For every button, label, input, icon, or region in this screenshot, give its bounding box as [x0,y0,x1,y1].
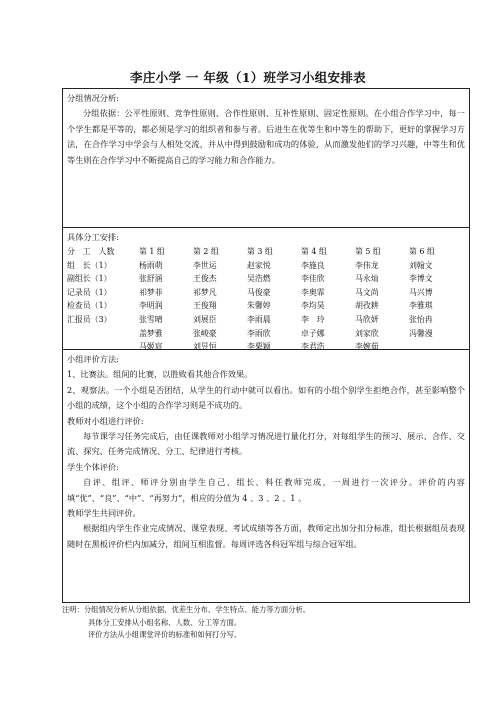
header-cell: 第 4 组 [301,247,327,256]
member-cell: 胡孜耕 [355,301,379,311]
role-row [67,259,465,273]
member-cell: 刘翰文 [409,260,433,270]
member-cell: 马欣妍 [355,314,379,324]
member-cell: 马俊豪 [247,287,271,297]
member-cell: 张舒涵 [139,274,163,284]
role-label: 汇报员（3） [67,314,112,324]
division-section [63,228,469,350]
role-row [67,340,465,354]
role-label [67,327,139,341]
member-cell: 李 玲 [301,314,325,324]
member-cell: 刘家欣 [355,328,379,338]
member-cell: 刘展臣 [193,314,217,324]
member-cell: 李世运 [193,260,217,270]
header-cell: 第 5 组 [355,247,381,256]
joint-eval-heading: 教师学生共同评价。 [67,508,141,519]
analysis-heading: 分组情况分析: [67,93,119,103]
member-cell: 朱馨婷 [247,301,271,311]
member-cell: 李施良 [301,260,325,270]
header-cell: 第 2 组 [193,247,219,256]
analysis-paragraph: 分组依据：公平性原则、竞争性原则、合作性原则、互补性原则、固定性原则。在小组合作学习中，每一个学生都是平等的，都必须是学习的组织者和参与者。后进生在优等生和中等生的帮助下，更好的掌握学习方法，在合作学习中学会与人相处交流，并从中得到鼓励和成功的体验，从而激发他们的学习兴趣，中等生和优等生则在合作学习中不断提高自己的学习能力和合作能力。 [67,108,465,165]
member-cell: 李奥霏 [301,287,325,297]
footnote: 注明：分组情况分析从分组依据、优差生分布、学生特点、能力等方面分析。 [62,605,311,614]
member-cell: 冯馨漫 [409,328,433,338]
member-cell: 李佳欣 [301,274,325,284]
member-cell: 王俊杰 [193,274,217,284]
role-row [67,327,465,341]
member-cell: 马永灿 [355,274,379,284]
role-label: 副组长（1） [67,274,112,284]
member-cell: 李雨欣 [247,328,271,338]
page-title: 李庄小学 一 年级（1）班学习小组安排表 [130,70,366,85]
role-label: 检查员（1） [67,301,112,311]
member-cell: 卓子娜 [301,328,325,338]
role-row [67,313,465,327]
member-cell: 李明润 [139,301,163,311]
division-header-row [67,245,465,259]
member-cell: 李博文 [409,274,433,284]
division-grid [67,245,465,354]
footnote: 具体分工安排从小组名称、人数、分工等方面。 [88,617,242,627]
member-cell: 李伟龙 [355,260,379,270]
member-cell: 李栗颖 [247,342,271,352]
footnote: 评价方法从小组课堂评价的标准和如何打分写。 [88,630,242,640]
student-eval-heading: 学生个体评价: [67,461,119,472]
analysis-section [63,89,469,228]
teacher-eval-heading: 教师对小组进行评价: [67,415,144,426]
member-cell: 祁梦凡 [193,287,217,297]
header-cell: 第 1 组 [139,247,165,256]
member-cell: 张峻豪 [193,328,217,338]
role-label: 记录员（1） [67,287,112,297]
role-row [67,299,465,313]
role-row [67,286,465,300]
member-cell: 祁梦菲 [139,287,163,297]
member-cell: 张雪晴 [139,314,163,324]
member-cell: 李雨晨 [247,314,271,324]
member-cell: 王俊翔 [193,301,217,311]
method-item: 2、观察法。一个小组是否团结，从学生的行动中就可以看出。如有的小组个别学生拒绝合作，甚至影响整个小组的成绩，这个小组的合作学习则是不成功的。 [67,384,465,411]
member-cell: 马兴博 [409,287,433,297]
member-cell: 盖梦雅 [139,328,163,338]
division-heading: 具体分工安排: [67,232,119,242]
member-cell: 赵家悦 [247,260,271,270]
header-cell: 分 工 人数 [67,247,115,256]
member-cell: 李婉茹 [355,342,379,352]
member-cell: 马文尚 [355,287,379,297]
method-item: 1、比赛法。组间的比赛，以胜败看其他合作效果。 [67,369,253,379]
arrangement-table [62,88,470,603]
member-cell: 李均昊 [301,301,325,311]
member-cell: 杨雨萌 [139,260,163,270]
header-cell: 第 3 组 [247,247,273,256]
role-label: 组 长（1） [67,260,112,270]
joint-eval-paragraph: 根据组内学生作业完成情况、课堂表现、考试成绩等各方面，教师定出加分扣分标准，组长根据组员表现随时在黑板评价栏内加减分，组间互相监督。每周评选各科冠军组与综合冠军组。 [67,523,465,549]
member-cell: 李雅琪 [409,301,433,311]
header-cell: 第 6 组 [409,247,435,256]
member-cell: 吴浩燃 [247,274,271,284]
member-cell: 张怡冉 [409,314,433,324]
methods-heading: 小组评价方法: [67,354,119,364]
role-row [67,272,465,286]
student-eval-paragraph: 自评、组评、师评分别由学生自己、组长、科任教师完成，一周进行一次评分。评价的内容填“优”、“良”、“中”、“再努力”，相应的分值为 4 、3 、2 、1 。 [67,476,465,503]
member-cell: 刘昱恒 [193,342,217,352]
footnotes [62,604,482,642]
methods-section [63,350,469,602]
teacher-eval-paragraph: 每节课学习任务完成后，由任课教师对小组学习情况进行量化打分，对每组学生的预习、展示、合作、交流、探究、任务完成情况、分工、纪律进行考核。 [67,430,465,457]
member-cell: 马姬宸 [139,342,163,352]
member-cell: 李君浩 [301,342,325,352]
member-cell [409,340,463,354]
